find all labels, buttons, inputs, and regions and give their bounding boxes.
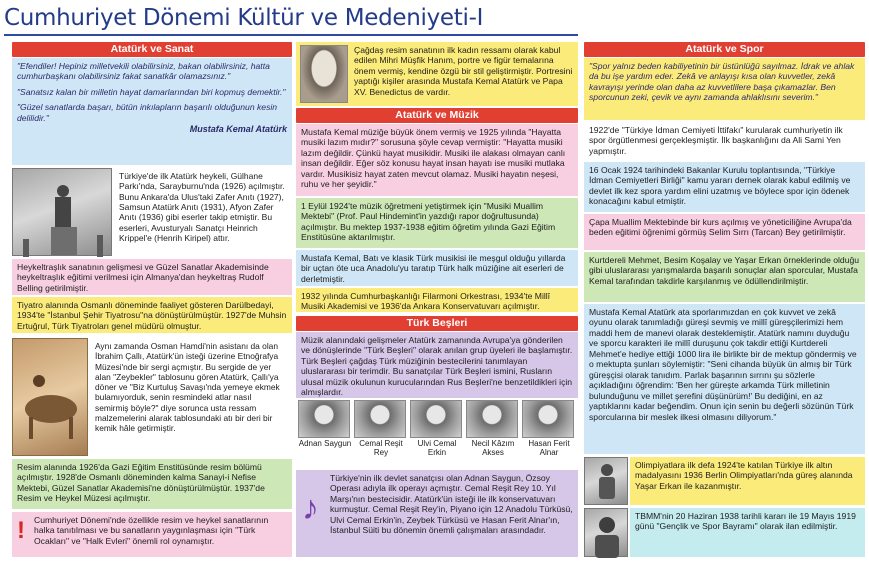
mihri-block	[296, 42, 578, 106]
composer-portrait-icon	[298, 400, 350, 438]
portrait-icon	[585, 509, 629, 558]
composer-card	[298, 400, 352, 468]
ataturk-photo-image	[584, 508, 628, 557]
composers-row	[296, 400, 578, 468]
heykeltras-text: Heykeltraşlık sanatının gelişmesi ve Güzel Sanatlar Akademisinde heykeltraşlık eğitimi verilmesi için Almanya'dan heykeltraş Rudolf Belling getirilmiştir.	[12, 259, 292, 295]
halkevleri-block	[12, 512, 292, 557]
composer-card	[466, 400, 520, 468]
sanat-quote-author: Mustafa Kemal Atatürk	[189, 124, 287, 135]
spor-quote-text: "Spor yalnız beden kabiliyetinin bir üstünlüğü sayılmaz. İdrak ve ahlak da bu işe yardım eder. Zekâ ve anlayışı kısa olan kuvvetler, zekâ kavrayışı yerinde olan daha az kuvvetlilere başa çıkamazlar. Ben sporcunun zeki, çevik ve aynı zamanda ahlaklısını severim."	[584, 58, 865, 120]
tiyatro-text: Tiyatro alanında Osmanlı döneminde faaliyet gösteren Darülbedayi, 1934'te "İstanbul Şehir Tiyatrosu"na dönüştürülmüştür. 1927'de Muhsin Ertuğrul, Türk Tiyatroları genel müdürü olmuştur.	[12, 297, 292, 333]
music-note-icon: ♪	[302, 489, 319, 527]
sanat-quotes-block	[12, 58, 292, 165]
muzik-header: Atatürk ve Müzik	[296, 108, 578, 123]
sanat-quote-1: "Efendiler! Hepiniz milletvekili olabilirsiniz, bakan olabilirsiniz, hatta cumhurbaşkanı olabilirsiniz fakat sanatkâr olamazsınız."	[17, 61, 270, 82]
idman-birligi-text: 16 Ocak 1924 tarihindeki Bakanlar Kurulu toplantısında, "Türkiye İdman Cemiyetleri Birliği" kamu yararı dernek olarak kabul edilmiş ve devlet ilk kez spora yardım elini uzatmış ve böylece spor için ödenek konacağını kabul etmiştir.	[584, 162, 865, 212]
musiki-muallim-text: 1 Eylül 1924'te müzik öğretmeni yetiştirmek için "Musiki Muallim Mektebi" (Prof. Paul Hindemint'in yazdığı rapor doğrultusunda) açılmıştır. Bu mektep 1937-1938 eğitim öğretim yılında Gazi Eğitim Enstitüsüne aktarılmıştır.	[296, 198, 578, 248]
gures-text: Mustafa Kemal Atatürk ata sporlarımızdan en çok kuvvet ve zekâ oyunu olarak tanımladığı güreşi sevmiş ve millî güreşçilerimizi hem maddi hem de manevi olarak desteklemiştir. Atatürk namını duyduğu ve sporcu karakteri ile millî duruşunu çok takdir ettiği Kurtdereli Mehmet'e hediye ettiği 1000 lira ile birlikte bir de mektup göndermiş ve o mektupta şunları söylemiştir: "Seni cihanda büyük ün almış bir Türk güreşçisi olarak tanıdım. Parlak başarının sırrını şu sözlerle açıkladığını öğrendim: 'Ben her güreşte arkamda Türk milletinin bulunduğunu ve millet şerefini düşünürüm!' Bu dediğini, en az yaptıklarını kadar beğendim. Onun için senin bu değerli sözünün Türk sporcularına bir meslek ilkesi olmasını diliyorum."	[584, 304, 865, 454]
wrestler-image	[584, 457, 628, 505]
opera-text: Türkiye'nin ilk devlet sanatçısı olan Adnan Saygun, Özsoy Operası adıyla ilk operayı açmıştır. Cemal Reşit Rey 10. Yıl Marşı'nın bestecisidir. Atatürk'ün isteği ile ilk konservatuvarı kurmuştur. Cemal Reşit Rey'in, Piyano için 12 Anadolu Türküsü, Ulvi Cemal Erkin'in, Zeybek Türküsü ve Hasan Ferit Alnar'ın, İstanbul Süiti bu dönemin önemli çalışmaları arasındadır.	[330, 473, 573, 536]
composer-name: Adnan Saygun	[298, 439, 352, 449]
composer-portrait-icon	[466, 400, 518, 438]
sanat-header: Atatürk ve Sanat	[12, 42, 292, 57]
muzik-quote-text: Mustafa Kemal müziğe büyük önem vermiş ve 1925 yılında "Hayatta musiki lazım mıdır?" sorusuna şöyle cevap vermiştir: "Hayatta musiki lazım değildir. Çünkü hayat musikidir. Musiki ile alakası olmayan canlı insan değildir. Eğer söz konusu hayat insan hayatı ise musiki mutlaka vardır. Musikisiz hayat zaten mevcut olamaz. Musiki hayatın neşesi, ruhu ve her şeyidir."	[296, 124, 578, 196]
ataturk-statue-image	[12, 168, 112, 256]
composer-name: Cemal Reşit Rey	[359, 439, 403, 458]
halk-muzigi-text: Mustafa Kemal, Batı ve klasik Türk musikisi ile meşgul olduğu yıllarda bir uçtan öte uca Anadolu'yu taratıp Türk halk müziğine ait eserleri de derletmiştir.	[296, 250, 578, 286]
idman-cemiyeti-text: 1922'de "Türkiye İdman Cemiyeti İttifakı" kurularak cumhuriyetin ilk spor örgütlenmesi gerçekleşmiştir. İlk başkanlığını da Ali Sami Yen yapmıştır.	[584, 122, 865, 160]
opera-block	[296, 470, 578, 557]
spor-header: Atatürk ve Spor	[584, 42, 865, 57]
capa-muallim-text: Çapa Muallim Mektebinde bir kurs açılmış ve yöneticiliğine Avrupa'da beden eğitimi öğrenimi görmüş Selim Sırrı (Tarcan) Bey getirilmiştir.	[584, 214, 865, 250]
painting-icon	[13, 339, 89, 457]
composer-name: Hasan Ferit Alnar	[528, 439, 570, 458]
sanat-quote-3: "Güzel sanatlarda başarı, bütün inkılapların başarılı olduğunun kesin delilidir."	[17, 102, 278, 123]
composer-card	[354, 400, 408, 468]
resim-callı-text: Aynı zamanda Osman Hamdi'nin asistanı da olan İbrahim Çallı, Atatürk'ün isteği üzerine Etnoğrafya Müzesi'nde bir sergi açmıştır. Bu sergide de yer alan "Zeybekler" tablosunu gören Atatürk, Çallı'ya döner ve "Biz Kurtuluş Savaşı'nda yemeye ekmek bulamıyorduk, senin resmindeki atlar nasıl semirmiş böyle?" diye sorunca usta ressam malzemelerini alarak tablosundaki atı bir deri bir kemik hâle getirmiştir.	[90, 338, 292, 456]
konservatuvar-text: 1932 yılında Cumhurbaşkanlığı Filarmoni Orkestrası, 1934'te Millî Musiki Akademisi ve 1936'da Ankara Konservatuvarı açılmıştır.	[296, 288, 578, 312]
page-title: Cumhuriyet Dönemi Kültür ve Medeniyeti-I	[4, 5, 484, 31]
composer-name: Necil Kâzım Akses	[471, 439, 515, 458]
turk-besleri-header: Türk Beşleri	[296, 316, 578, 331]
wrestler-icon	[585, 458, 629, 506]
sporcular-text: Kurtdereli Mehmet, Besim Koşalay ve Yaşar Erkan örneklerinde olduğu gibi uluslararası yarışmalarda başarılı sonuçlar alan sporcular, Mustafa Kemal tarafından takdirle karşılanmış ve ödüllendirilmiştir.	[584, 252, 865, 302]
alert-icon: !	[17, 517, 25, 544]
composer-portrait-icon	[410, 400, 462, 438]
olimpiyat-text: Olimpiyatlara ilk defa 1924'te katılan Türkiye ilk altın madalyasını 1936 Berlin Olimpiyatları'nda güreş alanında Yaşar Erkan ile kazanmıştır.	[630, 457, 865, 505]
composer-portrait-icon	[522, 400, 574, 438]
statue-icon	[13, 169, 113, 257]
zeybekler-painting-image	[12, 338, 88, 456]
title-underline	[4, 34, 578, 36]
turk-besleri-text: Müzik alanındaki gelişmeler Atatürk zamanında Avrupa'ya gönderilen ve dönüşlerinde "Türk Beşleri" olarak anılan grup üyeleri ile başlamıştır. Türk Beşleri çağdaş Türk müziğinin bestecilerini tanımlayan uluslararası bir terimdir. Bu sanatçılar Türk Beşleri ismini, Rusların ulusal müzik okulunun kurucularından Rus Beşleri'ne benzetildikleri için almışlardır.	[296, 332, 578, 398]
halkevleri-text: Cumhuriyet Dönemi'nde özellikle resim ve heykel sanatlarının halka tanıtılması ve bu sanatların yaygınlaşması için "Türk Ocakları" ve "Halk Evleri" önemli rol oynamıştır.	[34, 515, 269, 546]
mihri-portrait-image	[300, 45, 348, 103]
mihri-text: Çağdaş resim sanatının ilk kadın ressamı olarak kabul edilen Mihri Müşfik Hanım, portre ve figür temalarına önem vermiş, kendine özgü bir stil geliştirmiştir. Portresini yaptığı kişiler arasında Mustafa Kemal Atatürk ve Papa XV. Benedictus de vardır.	[354, 45, 573, 97]
composer-name: Ulvi Cemal Erkin	[417, 439, 457, 458]
composer-portrait-icon	[354, 400, 406, 438]
composer-card	[410, 400, 464, 468]
resim-enstitu-text: Resim alanında 1926'da Gazi Eğitim Enstitüsünde resim bölümü açılmıştır. 1928'de Osmanlı döneminden kalma Sanayi-i Nefise Mektebi, Güzel Sanatlar Akademisi'ne dönüştürülmüştür. 1937'de Resim ve Heykel Müzesi açılmıştır.	[12, 459, 292, 509]
composer-card	[522, 400, 576, 468]
sanat-quote-2: "Sanatsız kalan bir milletin hayat damarlarından biri kopmuş demektir."	[17, 86, 286, 97]
genclik-bayrami-text: TBMM'nin 20 Haziran 1938 tarihli kararı ile 19 Mayıs 1919 günü "Gençlik ve Spor Bayramı" olarak ilan edilmiştir.	[630, 508, 865, 557]
heykel-text: Türkiye'de ilk Atatürk heykeli, Gülhane Parkı'nda, Sarayburnu'nda (1926) açılmıştır. Bunu Ankara'da Ulus'taki Zafer Anıtı (1927), Samsun Atatürk Anıtı (1931), Afyon Zafer Anıtı (1936) gibi eserler takip etmiştir. Bu eserleri, Avusturyalı Sanatçı Heinrich Krippel'e (Henrih Kiripel) attır.	[114, 168, 292, 256]
